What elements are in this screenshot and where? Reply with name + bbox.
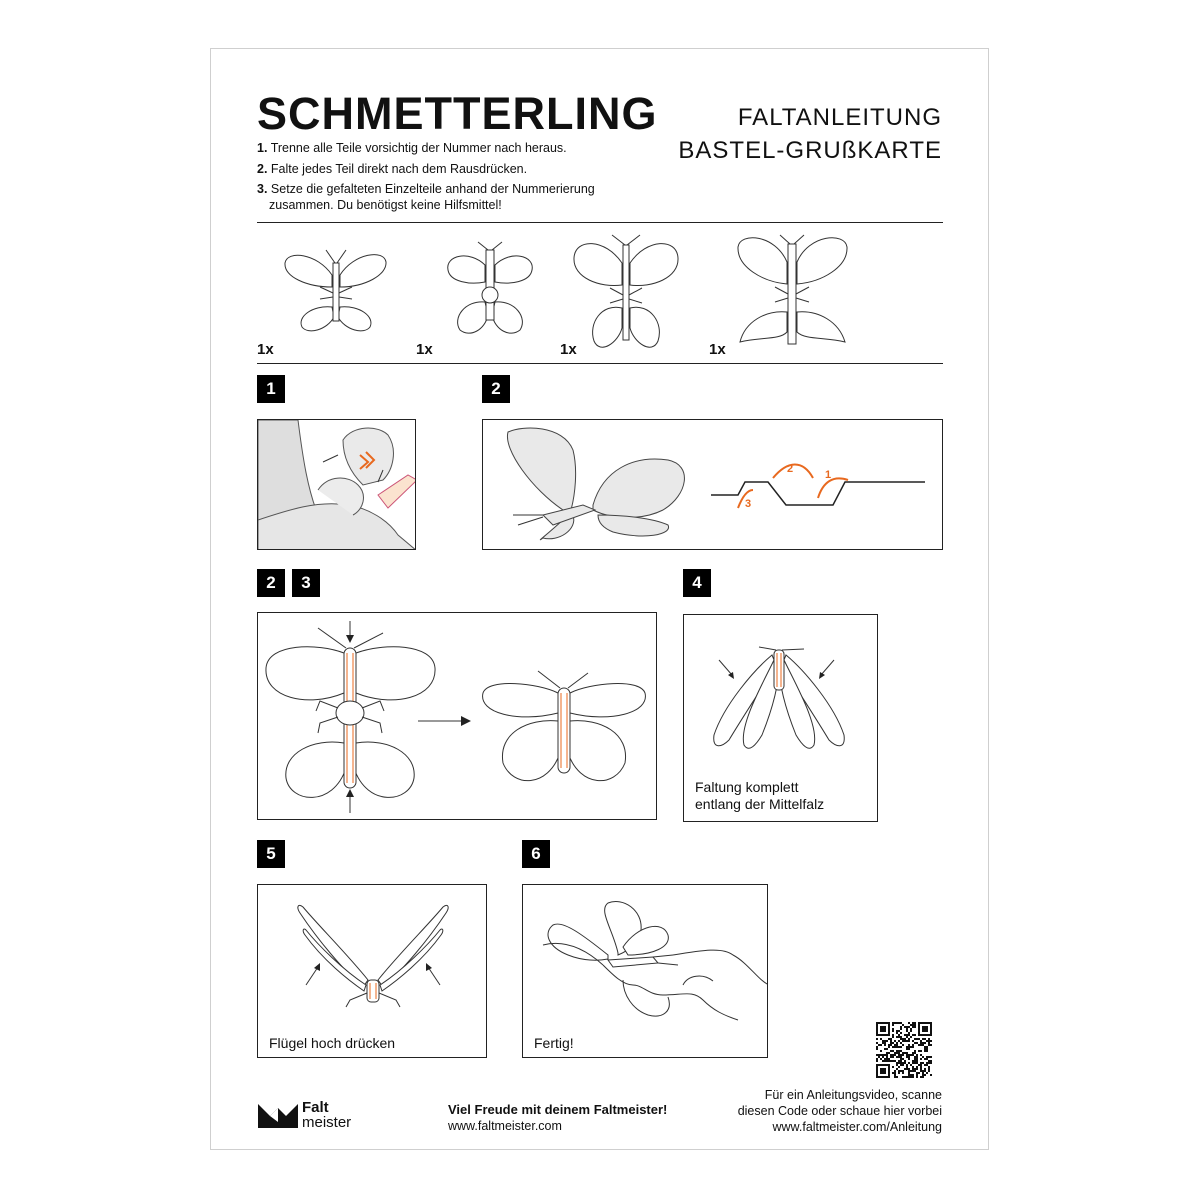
footer-video-url-link[interactable]: www.faltmeister.com/Anleitung xyxy=(772,1120,942,1134)
step-4-illustration xyxy=(684,615,878,765)
subtitle-line-2: BASTEL-GRUßKARTE xyxy=(678,137,942,164)
step-5-badge: 5 xyxy=(257,840,285,868)
step-3-badge: 3 xyxy=(292,569,320,597)
step-5-panel xyxy=(257,884,487,1058)
step-1-hand-illustration xyxy=(258,420,416,550)
instruction-3-continued: zusammen. Du benötigst keine Hilfsmittel! xyxy=(269,198,502,212)
part-3-count: 1x xyxy=(560,341,577,358)
instruction-1: 1. Trenne alle Teile vorsichtig der Nummer nach heraus. xyxy=(257,141,567,155)
part-1-drawing xyxy=(282,245,392,340)
step-6-badge: 6 xyxy=(522,840,550,868)
step-2-3-illustration xyxy=(258,613,657,820)
step-4-badge: 4 xyxy=(683,569,711,597)
step-6-hand-butterfly-illustration xyxy=(523,885,768,1025)
step-2-panel xyxy=(482,419,943,550)
step-2-illustration xyxy=(483,420,943,550)
part-2-count: 1x xyxy=(416,341,433,358)
part-4-drawing xyxy=(735,232,850,357)
footer-website-link[interactable]: www.faltmeister.com xyxy=(448,1119,562,1133)
fold-label-1: 1 xyxy=(825,469,832,481)
step-4-caption-line-1: Faltung komplett xyxy=(695,779,799,795)
part-1-count: 1x xyxy=(257,341,274,358)
step-1-badge: 1 xyxy=(257,375,285,403)
footer-video-line-1: Für ein Anleitungsvideo, scanne xyxy=(764,1088,942,1102)
footer-tagline: Viel Freude mit deinem Faltmeister! xyxy=(448,1102,668,1117)
page-title: SCHMETTERLING xyxy=(257,88,658,139)
fold-label-3: 3 xyxy=(745,498,752,510)
step-2-3-panel xyxy=(257,612,657,820)
subtitle-line-1: FALTANLEITUNG xyxy=(737,104,942,131)
step-4-panel xyxy=(683,614,878,822)
step-4-caption-line-2: entlang der Mittelfalz xyxy=(695,796,825,812)
step-2-badge: 2 xyxy=(482,375,510,403)
footer-video-line-2: diesen Code oder schaue hier vorbei xyxy=(737,1104,942,1118)
brand-name-line-2: meister xyxy=(302,1114,352,1131)
faltmeister-logo-icon xyxy=(258,1102,298,1128)
divider-top xyxy=(257,222,943,223)
divider-parts xyxy=(257,363,943,364)
step-1-panel xyxy=(257,419,416,550)
step-6-panel xyxy=(522,884,768,1058)
step-6-caption: Fertig! xyxy=(534,1035,574,1051)
step-5-illustration xyxy=(258,885,487,1025)
instruction-2: 2. Falte jedes Teil direkt nach dem Rausdrücken. xyxy=(257,162,528,176)
part-4-count: 1x xyxy=(709,341,726,358)
brand-name-line-1: Falt xyxy=(302,1099,329,1116)
part-3-drawing xyxy=(570,233,682,358)
fold-label-2: 2 xyxy=(787,463,794,475)
qr-code-icon[interactable] xyxy=(876,1022,932,1078)
step-2-badge-b: 2 xyxy=(257,569,285,597)
part-2-drawing xyxy=(440,240,540,340)
step-5-caption: Flügel hoch drücken xyxy=(269,1035,396,1051)
instruction-3: 3. Setze die gefalteten Einzelteile anhand der Nummerierung xyxy=(257,182,595,196)
